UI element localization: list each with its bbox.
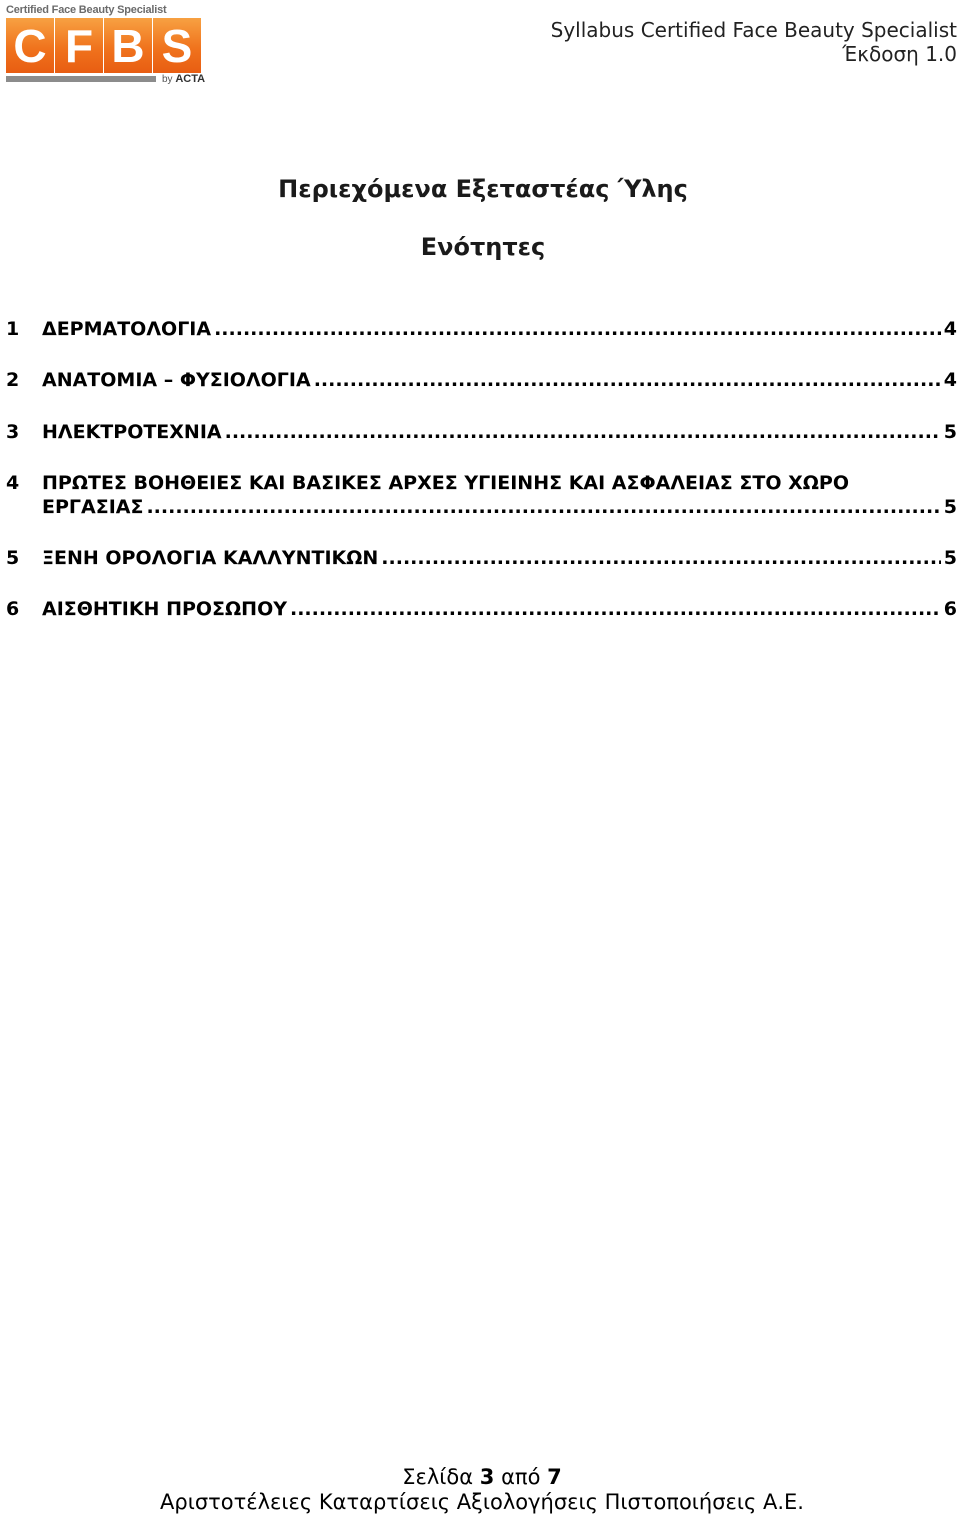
logo-letter-s: S (153, 18, 201, 73)
toc-page-number: 5 (943, 496, 957, 518)
toc-leader-dots (146, 495, 940, 519)
logo-brand: ACTA (175, 73, 206, 85)
toc-label: ΞΕΝΗ ΟΡΟΛΟΓΙΑ ΚΑΛΛΥΝΤΙΚΩΝ (42, 547, 379, 569)
toc-leader-dots (381, 546, 940, 570)
toc-label: ΑΝΑΤΟΜΙΑ – ΦΥΣΙΟΛΟΓΙΑ (42, 369, 311, 391)
logo-letter-b: B (104, 18, 152, 73)
toc-number: 3 (6, 421, 20, 443)
footer-page-indicator (0, 1465, 960, 1489)
toc-page-number: 4 (943, 318, 957, 340)
toc-number: 5 (6, 547, 20, 569)
toc-leader-dots (290, 597, 941, 621)
logo-letters (6, 18, 201, 73)
toc-number: 6 (6, 598, 20, 620)
header-version: Έκδοση 1.0 (842, 42, 957, 66)
logo-by-acta (162, 73, 205, 85)
toc-leader-dots (314, 368, 941, 392)
section-subtitle: Ενότητες (420, 233, 546, 261)
toc-page-number: 5 (943, 547, 957, 569)
toc-page-number: 4 (943, 369, 957, 391)
footer-page-of: από (501, 1465, 541, 1489)
toc-number: 1 (6, 318, 20, 340)
logo-by-text: by (162, 74, 173, 85)
footer-page-prefix: Σελίδα (402, 1465, 474, 1489)
logo-letter-c: C (6, 18, 54, 73)
toc-label: ΗΛΕΚΤΡΟΤΕΧΝΙΑ (42, 421, 222, 443)
toc-page-number: 6 (943, 598, 957, 620)
logo-underline (6, 76, 156, 82)
footer-page-total: 7 (547, 1465, 562, 1489)
toc-leader-dots (225, 420, 941, 444)
toc-entry[interactable] (6, 420, 957, 444)
toc-label: ΔΕΡΜΑΤΟΛΟΓΙΑ (42, 318, 212, 340)
logo-letter-f: F (55, 18, 103, 73)
toc-entry[interactable] (6, 471, 957, 519)
footer-page-current: 3 (479, 1465, 495, 1489)
toc-number: 2 (6, 369, 20, 391)
toc-label: ΑΙΣΘΗΤΙΚΗ ΠΡΟΣΩΠΟΥ (42, 598, 287, 620)
footer-company: Αριστοτέλειες Καταρτίσεις Αξιολογήσεις Πιστοποιήσεις Α.Ε. (160, 1490, 804, 1514)
header-syllabus-title: Syllabus Certified Face Beauty Specialist (550, 18, 957, 42)
toc-page-number: 5 (943, 421, 957, 443)
toc-entry[interactable] (6, 368, 957, 392)
toc-entry[interactable] (6, 317, 957, 341)
toc-number: 4 (6, 472, 20, 494)
document-header (551, 18, 957, 66)
toc-label-line2: ΕΡΓΑΣΙΑΣ (42, 496, 144, 518)
toc-label-line1: ΠΡΩΤΕΣ ΒΟΗΘΕΙΕΣ ΚΑΙ ΒΑΣΙΚΕΣ ΑΡΧΕΣ ΥΓΙΕΙΝΗΣ ΚΑΙ ΑΣΦΑΛΕΙΑΣ ΣΤΟ ΧΩΡΟ (42, 472, 849, 494)
toc-entry[interactable] (6, 597, 957, 621)
logo-tagline: Certified Face Beauty Specialist (6, 4, 167, 16)
cfbs-logo (6, 4, 206, 84)
toc-leader-dots (214, 317, 941, 341)
toc-entry[interactable] (6, 546, 957, 570)
page-title: Περιεχόμενα Εξεταστέας Ύλης (278, 175, 688, 203)
